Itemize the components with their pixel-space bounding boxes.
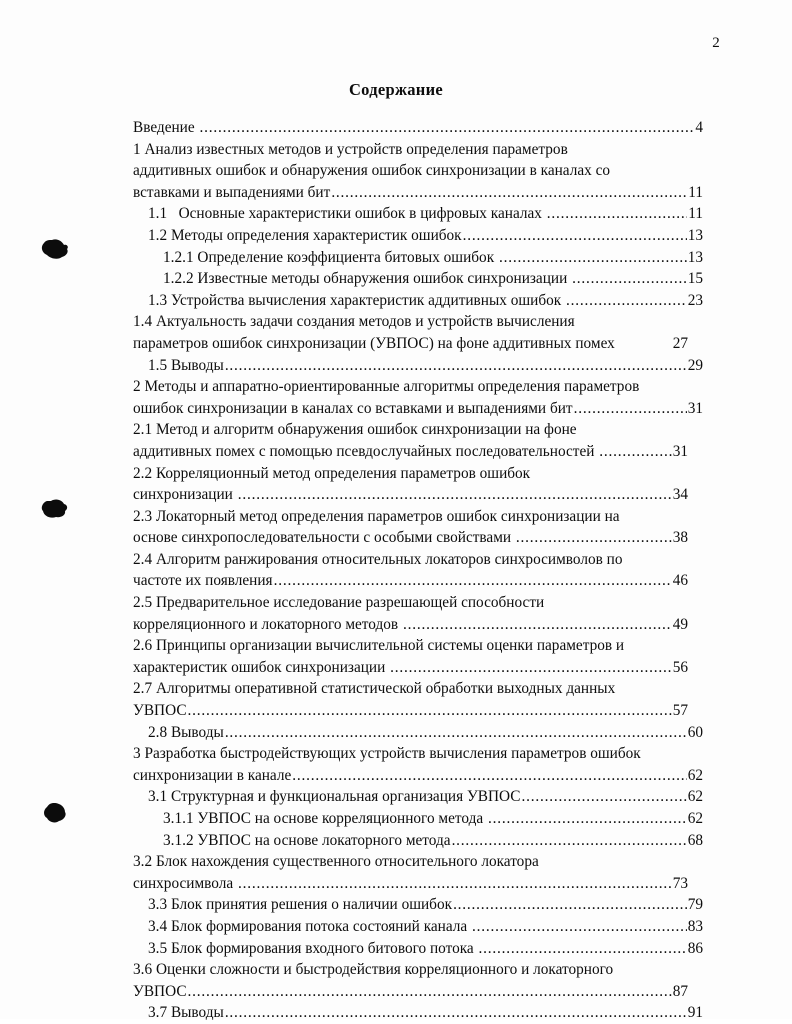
table-of-contents — [133, 117, 703, 1024]
toc-entry[interactable] — [148, 203, 703, 225]
toc-entry[interactable] — [133, 959, 703, 1002]
toc-entry[interactable] — [148, 938, 703, 960]
toc-page-number: 13 — [687, 226, 703, 244]
toc-entry[interactable] — [133, 592, 703, 635]
toc-entry-row — [133, 182, 703, 204]
toc-page-number: 91 — [687, 1004, 703, 1022]
toc-entry[interactable] — [163, 268, 703, 290]
toc-entry-row — [163, 808, 703, 830]
toc-entry[interactable] — [148, 355, 703, 377]
toc-entry[interactable] — [133, 743, 703, 786]
toc-entry[interactable] — [133, 117, 703, 139]
toc-entry-title: характеристик ошибок синхронизации — [133, 658, 390, 676]
toc-entry-line: 1 Анализ известных методов и устройств определения параметров — [133, 140, 568, 158]
toc-entry-line: 3.2 Блок нахождения существенного относительного локатора — [133, 853, 539, 871]
toc-page-number: 27 — [672, 334, 688, 352]
toc-entry-row — [133, 527, 688, 549]
toc-entry-title: Введение — [133, 119, 199, 136]
toc-entry[interactable] — [133, 311, 703, 354]
toc-leader-dots — [188, 981, 672, 1003]
toc-leader-dots — [238, 484, 672, 506]
toc-entry-title: аддитивных помех с помощью псевдослучайных последовательностей — [133, 442, 599, 460]
toc-entry-line: 2.5 Предварительное исследование разрешающей способности — [133, 594, 545, 612]
toc-entry-row — [133, 484, 688, 506]
toc-entry-title: 3.5 Блок формирования входного битового потока — [148, 939, 478, 957]
toc-leader-dots — [199, 117, 694, 139]
toc-leader-dots — [472, 916, 687, 938]
toc-page-number: 86 — [687, 939, 703, 957]
toc-entry[interactable] — [148, 290, 703, 312]
toc-entry-row — [163, 268, 703, 290]
page-title: Содержание — [348, 80, 444, 99]
toc-page-number: 31 — [687, 399, 703, 417]
toc-page-number: 49 — [672, 615, 688, 633]
toc-leader-dots — [292, 765, 686, 787]
toc-entry[interactable] — [148, 786, 703, 808]
toc-entry[interactable] — [133, 463, 703, 506]
toc-entry-title: вставками и выпадениями бит — [133, 183, 331, 201]
toc-page-number: 68 — [687, 831, 703, 849]
toc-entry-line: 2.6 Принципы организации вычислительной системы оценки параметров и — [133, 637, 625, 655]
toc-leader-dots — [572, 268, 687, 290]
toc-leader-dots — [479, 938, 687, 960]
toc-entry-title: 3.1.1 УВПОС на основе корреляционного метода — [163, 810, 487, 827]
toc-page-number: 15 — [687, 270, 703, 288]
toc-page-number: 38 — [672, 529, 688, 547]
toc-page-number: 83 — [687, 917, 703, 935]
toc-leader-dots — [516, 527, 672, 549]
toc-entry-row — [148, 916, 703, 938]
toc-leader-dots — [574, 398, 687, 420]
toc-entry-title: УВПОС — [133, 982, 187, 1000]
toc-leader-dots — [521, 786, 686, 808]
toc-leader-dots — [225, 355, 687, 377]
toc-entry-title: частоте их появления — [133, 572, 273, 590]
toc-page-number: 56 — [672, 658, 688, 676]
toc-leader-dots — [274, 570, 672, 592]
toc-page-number: 60 — [687, 723, 703, 741]
toc-page-number: 31 — [672, 442, 688, 460]
toc-entry[interactable] — [133, 139, 703, 204]
toc-entry-title: 1.3 Устройства вычисления характеристик аддитивных ошибок — [148, 291, 566, 309]
toc-entry-row — [148, 1002, 703, 1024]
toc-entry[interactable] — [148, 916, 703, 938]
toc-entry[interactable] — [148, 722, 703, 744]
toc-entry-line: 1.4 Актуальность задачи создания методов и устройств вычисления — [133, 313, 575, 331]
toc-leader-dots — [599, 441, 671, 463]
toc-entry-title: 3.7 Выводы — [148, 1004, 224, 1022]
toc-entry-title: основе синхропоследовательности с особыми свойствами — [133, 529, 515, 547]
toc-entry-row — [148, 355, 703, 377]
toc-entry-line: 3 Разработка быстродействующих устройств вычисления параметров ошибок — [133, 745, 641, 763]
toc-leader-dots — [238, 873, 672, 895]
toc-leader-dots — [403, 614, 672, 636]
toc-leader-dots — [225, 1002, 687, 1024]
ink-blob-top — [38, 236, 72, 264]
toc-entry-title: 2.8 Выводы — [148, 723, 224, 741]
toc-page-number: 13 — [687, 248, 703, 266]
toc-entry-title: УВПОС — [133, 702, 187, 720]
toc-entry-row — [163, 830, 703, 852]
toc-entry-row — [148, 722, 703, 744]
toc-entry[interactable] — [133, 851, 703, 894]
toc-page-number: 11 — [688, 183, 703, 201]
toc-entry-row — [148, 225, 703, 247]
toc-leader-dots — [452, 830, 687, 852]
ink-blob-middle — [38, 496, 72, 524]
toc-leader-dots — [499, 247, 687, 269]
toc-entry-row — [133, 441, 688, 463]
toc-entry-title: 1.1 Основные характеристики ошибок в цифровых каналах — [148, 205, 546, 223]
toc-leader-dots — [453, 894, 687, 916]
toc-leader-dots — [547, 203, 687, 225]
toc-leader-dots — [331, 182, 687, 204]
toc-entry[interactable] — [133, 376, 703, 419]
toc-entry-line: 2.4 Алгоритм ранжирования относительных локаторов синхросимволов по — [133, 550, 623, 568]
toc-entry-title: ошибок синхронизации в каналах со вставками и выпадениями бит — [133, 399, 573, 417]
toc-entry[interactable] — [133, 635, 703, 678]
toc-page-number: 29 — [687, 356, 703, 374]
toc-leader-dots — [463, 225, 687, 247]
toc-entry-title: 3.3 Блок принятия решения о наличии ошибок — [148, 896, 453, 914]
toc-leader-dots — [390, 657, 672, 679]
toc-entry[interactable] — [133, 419, 703, 462]
toc-entry[interactable] — [163, 808, 703, 830]
toc-page-number: 79 — [687, 896, 703, 914]
toc-entry-row — [148, 938, 703, 960]
toc-entry-row — [148, 786, 703, 808]
toc-page-number: 11 — [688, 205, 703, 223]
toc-entry-line: аддитивных ошибок и обнаружения ошибок синхронизации в каналах со — [133, 162, 611, 180]
toc-entry[interactable] — [163, 830, 703, 852]
toc-entry-row — [133, 657, 688, 679]
toc-page-number: 62 — [687, 788, 703, 806]
toc-entry[interactable] — [163, 247, 703, 269]
toc-page-number: 34 — [672, 486, 688, 504]
toc-page-number: 73 — [672, 874, 688, 892]
toc-entry-row — [133, 570, 688, 592]
toc-entry-line: 2.2 Корреляционный метод определения параметров ошибок — [133, 464, 531, 482]
toc-entry-line: 3.6 Оценки сложности и быстродействия корреляционного и локаторного — [133, 961, 614, 979]
toc-entry-row — [148, 894, 703, 916]
toc-entry-title: 3.1.2 УВПОС на основе локаторного метода — [163, 831, 451, 849]
toc-entry-title: 1.2 Методы определения характеристик ошибок — [148, 226, 462, 244]
toc-entry-title: 3.1 Структурная и функциональная организация УВПОС — [148, 788, 521, 806]
toc-entry[interactable] — [133, 506, 703, 549]
toc-entry-title: 3.4 Блок формирования потока состояний канала — [148, 917, 472, 935]
toc-leader-dots — [188, 700, 672, 722]
toc-page-number: 62 — [687, 766, 703, 784]
toc-leader-dots — [566, 290, 687, 312]
toc-entry-row — [133, 614, 688, 636]
ink-blob-bottom — [38, 800, 72, 828]
toc-entry-title: 1.2.2 Известные методы обнаружения ошибок синхронизации — [163, 270, 572, 288]
toc-page-number: 4 — [695, 119, 703, 136]
toc-entry-row — [148, 290, 703, 312]
toc-entry[interactable] — [148, 1002, 703, 1024]
toc-leader-dots — [225, 722, 687, 744]
toc-entry-row — [133, 765, 703, 787]
toc-leader-dots — [488, 808, 687, 830]
toc-page-number: 57 — [672, 702, 688, 720]
toc-entry[interactable] — [148, 225, 703, 247]
toc-entry-title: корреляционного и локаторного методов — [133, 615, 402, 633]
toc-entry-line: 2.7 Алгоритмы оперативной статистической обработки выходных данных — [133, 680, 616, 698]
toc-entry-line: 2.1 Метод и алгоритм обнаружения ошибок синхронизации на фоне — [133, 421, 577, 439]
toc-entry-title: 1.5 Выводы — [148, 356, 224, 374]
toc-entry-title: 1.2.1 Определение коэффициента битовых ошибок — [163, 248, 498, 266]
toc-entry-row — [148, 203, 703, 225]
toc-page-number: 62 — [687, 810, 703, 827]
toc-entry-title: синхронизации в канале — [133, 766, 292, 784]
toc-page-number: 23 — [687, 291, 703, 309]
toc-entry-title: синхронизации — [133, 486, 237, 504]
toc-entry[interactable] — [148, 894, 703, 916]
toc-entry-row — [133, 117, 703, 139]
toc-entry-row — [133, 333, 688, 355]
toc-entry-row — [133, 398, 703, 420]
toc-entry[interactable] — [133, 549, 703, 592]
toc-entry-title: параметров ошибок синхронизации (УВПОС) на фоне аддитивных помех — [133, 334, 615, 352]
toc-entry-title: синхросимвола — [133, 874, 237, 892]
toc-page-number: 46 — [672, 572, 688, 590]
toc-entry-line: 2.3 Локаторный метод определения параметров ошибок синхронизации на — [133, 507, 620, 525]
page-number: 2 — [712, 35, 720, 51]
toc-entry-line: 2 Методы и аппаратно-ориентированные алгоритмы определения параметров — [133, 378, 640, 396]
toc-entry-row — [163, 247, 703, 269]
toc-entry-row — [133, 981, 688, 1003]
toc-entry-row — [133, 873, 688, 895]
toc-entry-row — [133, 700, 688, 722]
toc-entry[interactable] — [133, 678, 703, 721]
toc-page-number: 87 — [672, 982, 688, 1000]
